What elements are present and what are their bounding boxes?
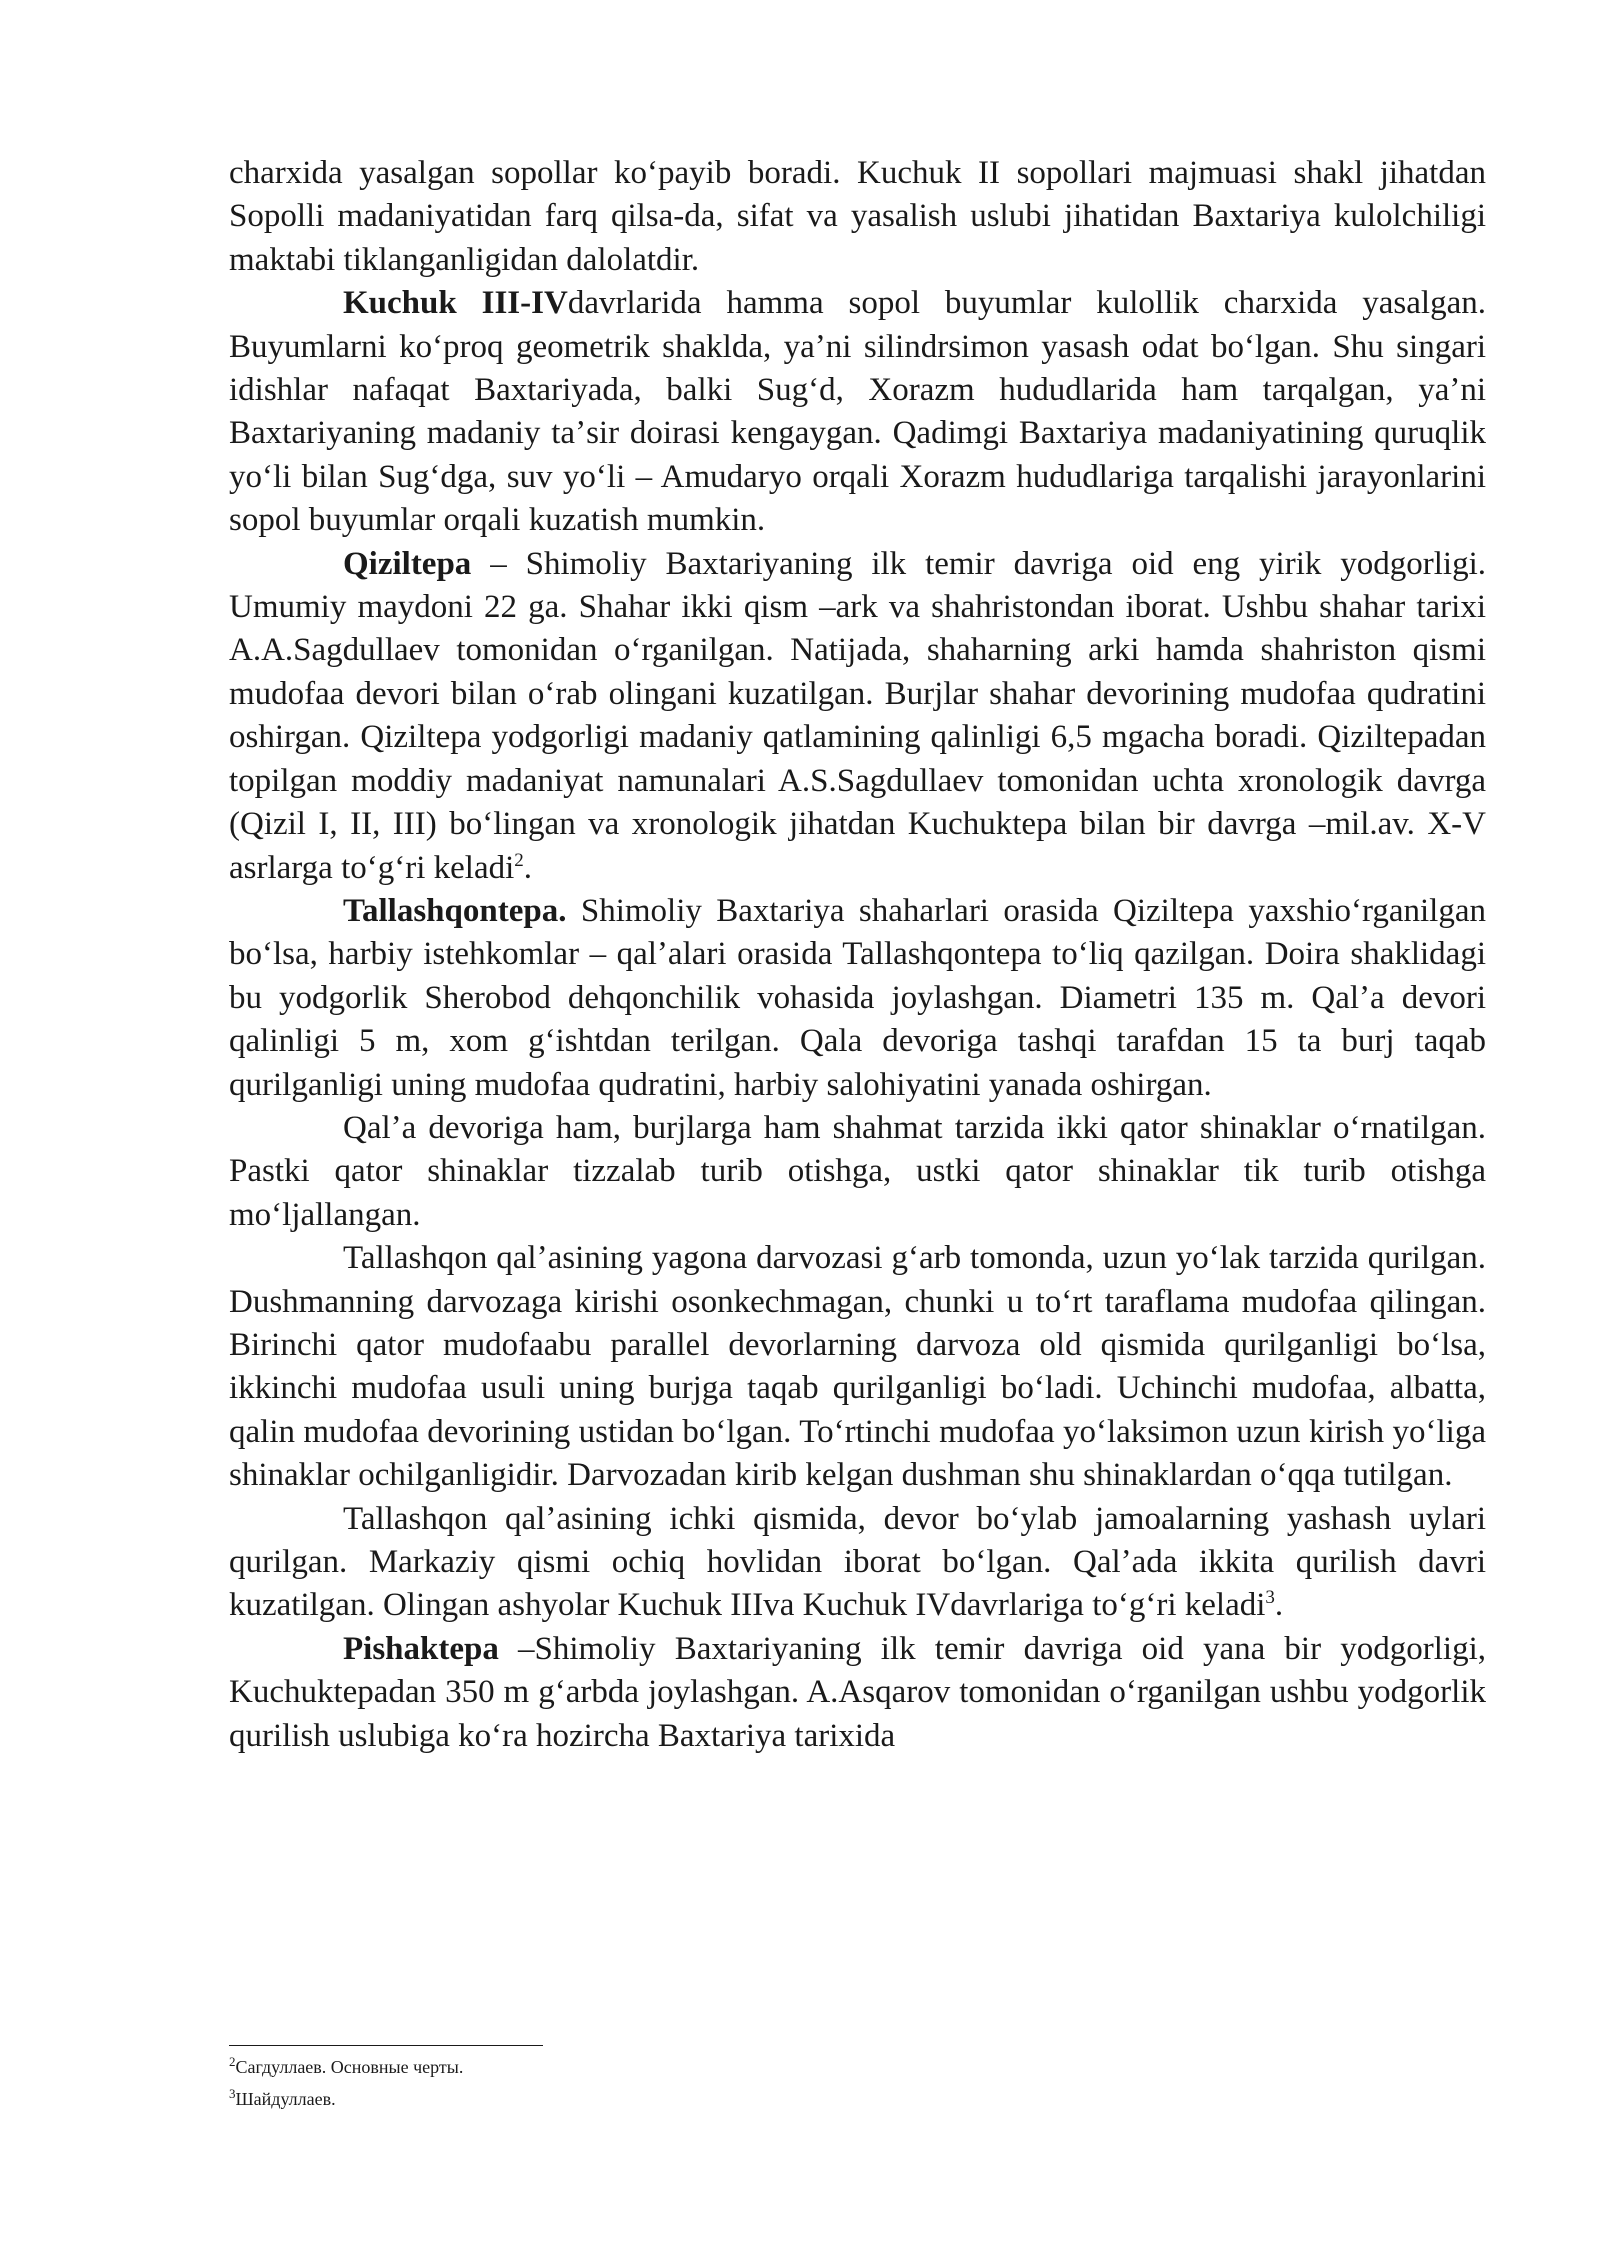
- footnote-separator: [229, 2045, 543, 2046]
- document-body: [229, 152, 1486, 1758]
- paragraph-continuation: [229, 152, 1486, 282]
- footnote-mark: 2: [229, 2054, 236, 2069]
- paragraph-darvoza: [229, 1237, 1486, 1497]
- paragraph-text: – Shimoliy Baxtariyaning ilk temir davriga oid eng yirik yodgorligi. Umumiy maydoni 22 ga. Shahar ikki qism –ark va shahristondan iborat. Ushbu shahar tarixi A.A.Sagdullaev tomonidan oʻrganilgan. Natijada, shaharning arki hamda shahriston qismi mudofaa devori bilan oʻrab olingani kuzatilgan. Burjlar shahar devorining mudofaa qudratini oshirgan. Qiziltepa yodgorligi madaniy qatlamining qalinligi 6,5 mgacha boradi. Qiziltepadan topilgan moddiy madaniyat namunalari A.S.Sagdullaev tomonidan uchta xronologik davrga (Qizil I, II, III) boʻlingan va xronologik jihatdan Kuchuktepa bilan bir davrga –mil.av. X-V asrlarga toʻgʻri keladi: [229, 545, 1486, 886]
- paragraph-pishaktepa: [229, 1628, 1486, 1758]
- paragraph-text: Qalʼa devoriga ham, burjlarga ham shahmat tarzida ikki qator shinaklar oʻrnatilgan. Pastki qator shinaklar tizzalab turib otishga, ustki qator shinaklar tik turib otishga moʻljallangan.: [229, 1109, 1486, 1233]
- footnote-text: Сагдуллаев. Основные черты.: [235, 2057, 464, 2077]
- term-qiziltepa: Qiziltepa: [343, 545, 472, 582]
- paragraph-shinaklar: [229, 1107, 1486, 1237]
- paragraph-text: davrlarida hamma sopol buyumlar kulollik charxida yasalgan. Buyumlarni koʻproq geometrik shaklda, yaʼni silindrsimon yasash odat boʻlgan. Shu singari idishlar nafaqat Baxtariyada, balki Sugʻd, Xorazm hududlarida ham tarqalgan, yaʼni Baxtariyaning madaniy taʼsir doirasi kengaygan. Qadimgi Baxtariya madaniyatining quruqlik yoʻli bilan Sugʻdga, suv yoʻli – Amudaryo orqali Xorazm hududlariga tarqalishi jarayonlarini sopol buyumlar orqali kuzatish mumkin.: [229, 285, 1486, 539]
- paragraph-text: –Shimoliy Baxtariyaning ilk temir davriga oid yana bir yodgorligi, Kuchuktepadan 350 m gʻarbda joylashgan. A.Asqarov tomonidan oʻrganilgan ushbu yodgorlik qurilish uslubiga koʻra hozircha Baxtariya tarixida: [229, 1630, 1486, 1754]
- footnote-ref-2: 2: [514, 849, 524, 871]
- paragraph-tail: .: [523, 849, 533, 886]
- paragraph-text: Tallashqon qalʼasining ichki qismida, devor boʻylab jamoalarning yashash uylari qurilgan. Markaziy qismi ochiq hovlidan iborat boʻlgan. Qalʼada ikkita qurilish davri kuzatilgan. Olingan ashyolar Kuchuk IIIva Kuchuk IVdavrlariga toʻgʻri keladi: [229, 1500, 1486, 1624]
- footnote-item: [229, 2083, 1486, 2115]
- paragraph-kuchuk: [229, 282, 1486, 542]
- paragraph-tail: .: [1274, 1587, 1284, 1624]
- footnote-text: Шайдуллаев.: [235, 2089, 336, 2109]
- footnote-mark: 3: [229, 2086, 236, 2101]
- term-tallashqontepa: Tallashqontepa.: [343, 892, 567, 929]
- paragraph-qiziltepa: [229, 543, 1486, 890]
- paragraph-text: charxida yasalgan sopollar koʻpayib boradi. Kuchuk II sopollari majmuasi shakl jihatdan Sopolli madaniyatidan farq qilsa-da, sifat va yasalish uslubi jihatidan Baxtariya kulolchiligi maktabi tiklanganligidan dalolatdir.: [229, 155, 1486, 278]
- term-kuchuk: Kuchuk III-IV: [343, 285, 568, 322]
- footnote-ref-3: 3: [1265, 1587, 1275, 1609]
- term-pishaktepa: Pishaktepa: [343, 1630, 499, 1667]
- footnotes: [229, 2051, 1486, 2115]
- paragraph-tallashqontepa: [229, 890, 1486, 1107]
- footnote-item: [229, 2051, 1486, 2083]
- paragraph-text: Shimoliy Baxtariya shaharlari orasida Qiziltepa yaxshioʻrganilgan boʻlsa, harbiy istehkomlar – qalʼalari orasida Tallashqontepa toʻliq qazilgan. Doira shaklidagi bu yodgorlik Sherobod dehqonchilik vohasida joylashgan. Diametri 135 m. Qalʼa devori qalinligi 5 m, xom gʻishtdan terilgan. Qala devoriga tashqi tarafdan 15 ta burj taqab qurilganligi uning mudofaa qudratini, harbiy salohiyatini yanada oshirgan.: [229, 892, 1486, 1103]
- paragraph-ichki-qism: [229, 1498, 1486, 1628]
- paragraph-text: Tallashqon qalʼasining yagona darvozasi gʻarb tomonda, uzun yoʻlak tarzida qurilgan. Dushmanning darvozaga kirishi osonkechmagan, chunki u toʻrt taraflama mudofaa qilingan. Birinchi qator mudofaabu parallel devorlarning darvoza old qismida qurilganligi boʻlsa, ikkinchi mudofaa usuli uning burjga taqab qurilganligi boʻladi. Uchinchi mudofaa, albatta, qalin mudofaa devorining ustidan boʻlgan. Toʻrtinchi mudofaa yoʻlaksimon uzun kirish yoʻliga shinaklar ochilganligidir. Darvozadan kirib kelgan dushman shu shinaklardan oʻqqa tutilgan.: [229, 1240, 1486, 1494]
